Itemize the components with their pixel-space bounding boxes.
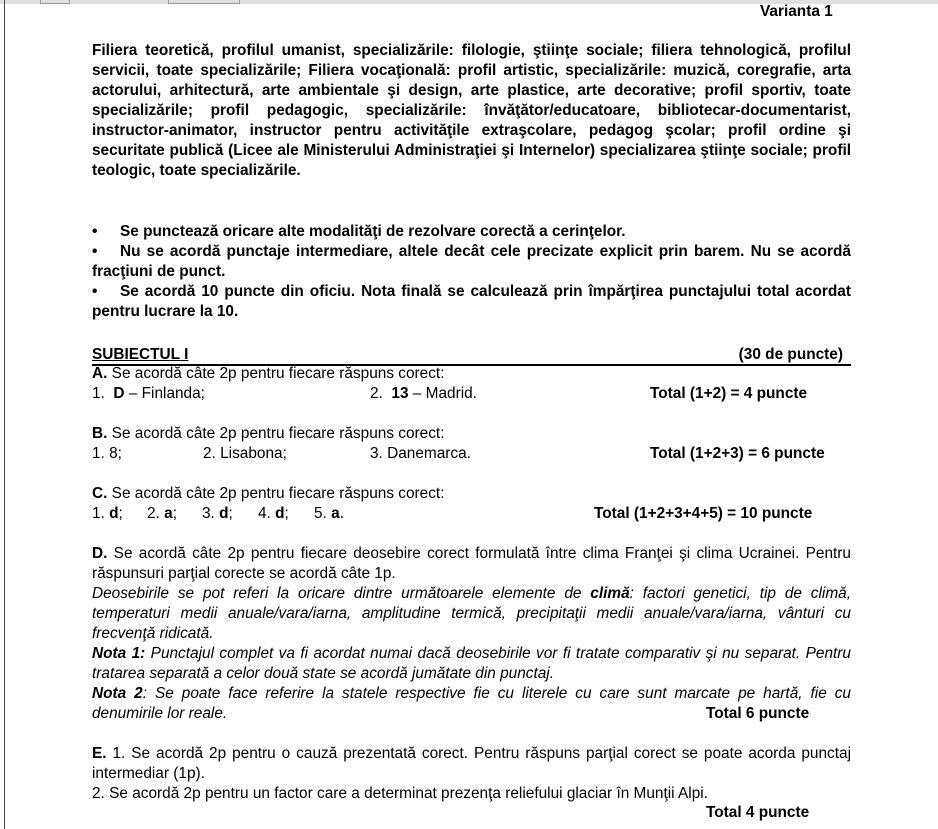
section-d-note1: Nota 1: Punctajul complet va fi acordat numai dacă deosebirile vor fi tratate comparativ şi nu separat. Pentru tratarea separată a celor două state se acordă jumătate din punctaj. bbox=[92, 645, 851, 682]
section-e bbox=[92, 744, 851, 804]
top-tab-1 bbox=[40, 0, 70, 4]
section-e-total-row bbox=[92, 803, 851, 823]
section-c-answers bbox=[92, 504, 851, 524]
left-border bbox=[4, 0, 5, 829]
section-b-total: Total (1+2+3) = 6 puncte bbox=[650, 445, 825, 462]
section-e-line2: 2. Se acordă 2p pentru un factor care a determinat prezenţa reliefului glaciar în Munţii Alpi. bbox=[92, 785, 708, 802]
section-c-header: C. Se acordă câte 2p pentru fiecare răspuns corect: bbox=[92, 485, 445, 502]
section-b-header: B. Se acordă câte 2p pentru fiecare răspuns corect: bbox=[92, 425, 445, 442]
answer-a1: 1. D – Finlanda; bbox=[92, 385, 205, 402]
bullet-icon: • bbox=[92, 223, 98, 240]
section-a-header: A. Se acordă câte 2p pentru fiecare răspuns corect: bbox=[92, 365, 445, 382]
section-e-total: Total 4 puncte bbox=[706, 804, 810, 821]
section-c-total: Total (1+2+3+4+5) = 10 puncte bbox=[594, 505, 813, 522]
section-d-note2: Nota 2: Se poate face referire la statele respective fie cu literele cu care sunt marcate pe hartă, fie cu denumirile lor reale. bbox=[92, 685, 851, 722]
answer-c3: 3. d; bbox=[202, 505, 233, 522]
rule-item: • Se punctează oricare alte modalităţi de rezolvare corectă a cerinţelor. bbox=[92, 223, 626, 240]
answer-b1: 1. 8; bbox=[92, 445, 122, 462]
subject-heading bbox=[92, 345, 851, 366]
rule-item: • Nu se acordă punctaje intermediare, altele decât cele precizate explicit prin barem. Nu se acordă fracţiuni de punct. bbox=[92, 243, 851, 280]
bullet-icon: • bbox=[92, 283, 98, 300]
section-b-answers bbox=[92, 444, 851, 464]
answer-c4: 4. d; bbox=[258, 505, 289, 522]
answer-c2: 2. a; bbox=[147, 505, 177, 522]
answer-c5: 5. a. bbox=[314, 505, 344, 522]
section-d-total: Total 6 puncte bbox=[706, 705, 810, 722]
intro-paragraph: Filiera teoretică, profilul umanist, specializările: filologie, ştiinţe sociale; filiera tehnologică, profilul servicii, toate specializările; Filiera vocaţională: profil artistic, specializările: muzică, coregrafie, arta actorului, arhitectură, arte ambientale şi design, arte plastice, arte decorative; profil sportiv, toate specializările; profil pedagogic, specializările: învăţător/educatoare, bibliotecar-documentarist, instructor-animator, instructor pentru activităţile extraşcolare, pedagog şcolar; profil ordine şi securitate publică (Licee ale Ministerului Administraţiei şi Internelor) specializarea ştiinţe sociale; profil teologic, toate specializările. bbox=[92, 42, 851, 179]
subject-points: (30 de puncte) bbox=[738, 346, 843, 363]
section-d bbox=[92, 544, 851, 724]
answer-c1: 1. d; bbox=[92, 505, 123, 522]
section-d-text: D. Se acordă câte 2p pentru fiecare deosebire corect formulată între clima Franţei şi clima Ucrainei. Pentru răspunsuri parţial corecte se acordă câte 1p. bbox=[92, 545, 851, 582]
rules-list bbox=[92, 222, 851, 322]
section-d-criteria: Deosebirile se pot referi la oricare dintre următoarele elemente de climă: factori genetici, tip de climă, temperaturi medii anuale/vara/iarna, amplitudine termică, precipitaţii medii anuale/vara/iarna, vânturi cu frecvenţă ridicată. bbox=[92, 585, 851, 642]
section-a-answers bbox=[92, 384, 851, 404]
answer-b3: 3. Danemarca. bbox=[370, 445, 471, 462]
answer-b2: 2. Lisabona; bbox=[203, 445, 287, 462]
variant-label: Varianta 1 bbox=[760, 3, 833, 20]
section-e-line1: E. 1. Se acordă 2p pentru o cauză prezentată corect. Pentru răspuns parţial corect se poate acorda punctaj intermediar (1p). bbox=[92, 745, 851, 782]
section-d-total-row bbox=[92, 704, 851, 724]
rule-item: • Se acordă 10 puncte din oficiu. Nota finală se calculează prin împărţirea punctajului total acordat pentru lucrare la 10. bbox=[92, 283, 851, 320]
top-tab-2 bbox=[168, 0, 240, 4]
section-a-total: Total (1+2) = 4 puncte bbox=[650, 385, 808, 402]
bullet-icon: • bbox=[92, 243, 98, 260]
answer-a2: 2. 13 – Madrid. bbox=[370, 385, 477, 402]
subject-title: SUBIECTUL I bbox=[92, 346, 189, 363]
